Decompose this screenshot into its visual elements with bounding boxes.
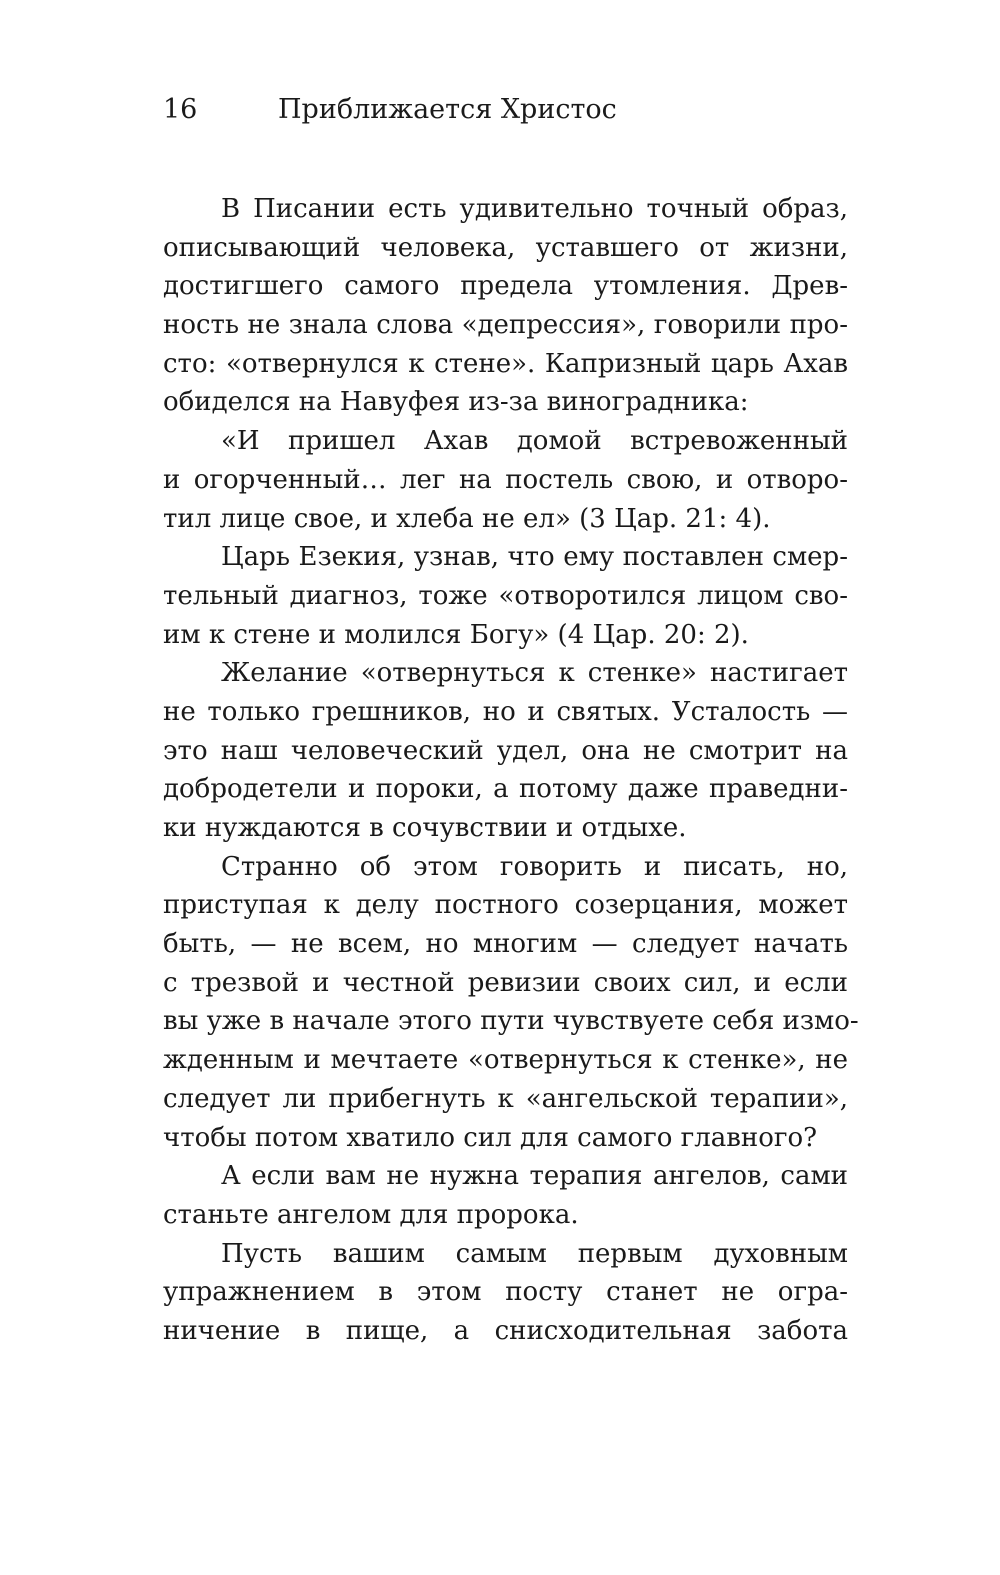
text-line: тил лице свое, и хлеба не ел» (3 Цар. 21: 4). [163,503,771,534]
text-line: станьте ангелом для пророка. [163,1199,579,1230]
text-line: тельный диагноз, тоже «отворотился лицом сво- [163,580,848,611]
text-line: Желание «отвернуться к стенке» настигает [221,658,848,689]
text-line: достигшего самого предела утомления. Древ- [163,271,848,302]
text-line: ность не знала слова «депрессия», говорили про- [163,310,848,341]
text-line: В Писании есть удивительно точный образ, [221,194,848,224]
text-line: А если вам не нужна терапия ангелов, сами [221,1161,848,1192]
text-line: чтобы потом хватило сил для самого главного? [163,1122,818,1153]
page-number: 16 [163,94,198,125]
text-line: обиделся на Навуфея из-за виноградника: [163,387,749,418]
text-line: вы уже в начале этого пути чувствуете себя измо- [163,1006,859,1037]
text-line: быть, — не всем, но многим — следует начать [163,929,848,960]
text-line: им к стене и молился Богу» (4 Цар. 20: 2). [163,619,749,650]
text-line: описывающий человека, уставшего от жизни, [163,232,848,263]
text-line: это наш человеческий удел, она не смотрит на [163,735,848,766]
text-line: приступая к делу постного созерцания, может [163,890,848,921]
text-line: с трезвой и честной ревизии своих сил, и если [163,967,848,998]
text-line: ки нуждаются в сочувствии и отдыхе. [163,813,687,843]
text-line: Странно об этом говорить и писать, но, [221,851,848,882]
text-line: следует ли прибегнуть к «ангельской терапии», [163,1083,848,1114]
text-line: Пусть вашим самым первым духовным [221,1238,848,1269]
text-line: и огорченный… лег на постель свою, и отворо- [163,464,848,495]
text-line: сто: «отвернулся к стене». Капризный царь Ахав [163,348,848,379]
running-title: Приближается Христос [278,94,617,125]
running-head [163,88,853,132]
text-line: Царь Езекия, узнав, что ему поставлен смер- [221,542,848,573]
body-text [163,190,859,1351]
text-line: не только грешников, но и святых. Усталость — [163,696,848,727]
text-line: упражнением в этом посту станет не огра- [163,1277,848,1308]
text-line: «И пришел Ахав домой встревоженный [221,426,848,457]
text-line: жденным и мечтаете «отвернуться к стенке», не [163,1045,848,1076]
text-line: добродетели и пороки, а потому даже праведни- [163,774,848,805]
text-line: ничение в пище, а снисходительная забота [163,1315,848,1346]
